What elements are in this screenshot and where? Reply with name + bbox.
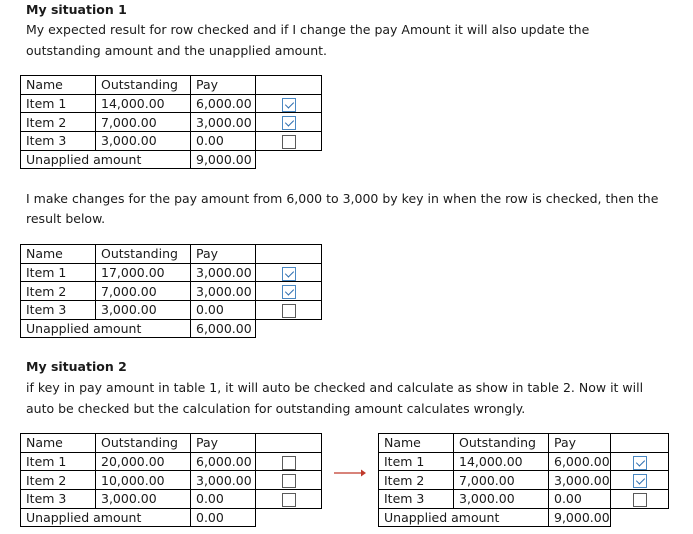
row-checkbox[interactable]: [282, 493, 296, 507]
cell-name: Item 3: [21, 490, 96, 509]
row-checkbox[interactable]: [282, 98, 296, 112]
unapplied-value: 0.00: [191, 508, 256, 527]
table-3: [20, 433, 322, 527]
table-header-row: [21, 245, 322, 264]
table-row: [21, 471, 322, 490]
header-check: [256, 245, 322, 264]
cell-check: [611, 471, 669, 490]
unapplied-label: Unapplied amount: [21, 150, 191, 169]
cell-name: Item 2: [21, 282, 96, 301]
table-2: [20, 244, 322, 338]
table-row: [21, 490, 322, 509]
table-1: [20, 75, 322, 169]
row-checkbox[interactable]: [282, 135, 296, 149]
middle-text-line-2: result below.: [26, 211, 106, 226]
header-pay: Pay: [191, 245, 256, 264]
cell-name: Item 3: [379, 490, 454, 509]
cell-pay[interactable]: 0.00: [191, 132, 256, 151]
situation-1-heading: My situation 1: [26, 2, 127, 17]
header-outstanding: Outstanding: [454, 434, 549, 453]
cell-outstanding: 14,000.00: [454, 452, 549, 471]
cell-check: [256, 263, 322, 282]
header-name: Name: [21, 245, 96, 264]
cell-pay[interactable]: 3,000.00: [191, 282, 256, 301]
situation-2-desc-line-2: auto be checked but the calculation for outstanding amount calculates wrongly.: [26, 401, 526, 416]
unapplied-label: Unapplied amount: [379, 508, 549, 527]
cell-name: Item 1: [21, 263, 96, 282]
empty-cell: [611, 508, 669, 527]
row-checkbox[interactable]: [633, 474, 647, 488]
cell-check: [256, 113, 322, 132]
header-name: Name: [21, 76, 96, 95]
cell-outstanding: 10,000.00: [96, 471, 191, 490]
middle-text-line-1: I make changes for the pay amount from 6,000 to 3,000 by key in when the row is checked, then the: [26, 191, 659, 206]
empty-cell: [256, 508, 322, 527]
cell-pay[interactable]: 3,000.00: [549, 471, 611, 490]
cell-outstanding: 7,000.00: [96, 113, 191, 132]
cell-name: Item 1: [379, 452, 454, 471]
empty-cell: [256, 150, 322, 169]
unapplied-row: [21, 508, 322, 527]
cell-pay[interactable]: 3,000.00: [191, 113, 256, 132]
cell-name: Item 3: [21, 132, 96, 151]
cell-name: Item 3: [21, 301, 96, 320]
header-pay: Pay: [191, 76, 256, 95]
header-check: [256, 76, 322, 95]
row-checkbox[interactable]: [633, 493, 647, 507]
cell-name: Item 2: [21, 113, 96, 132]
cell-check: [256, 490, 322, 509]
cell-outstanding: 3,000.00: [454, 490, 549, 509]
cell-check: [256, 452, 322, 471]
table-header-row: [21, 434, 322, 453]
table-row: [21, 113, 322, 132]
row-checkbox[interactable]: [633, 456, 647, 470]
header-name: Name: [21, 434, 96, 453]
situation-1-desc-line-1: My expected result for row checked and if I change the pay Amount it will also update the: [26, 22, 590, 37]
header-outstanding: Outstanding: [96, 245, 191, 264]
table-4: [378, 433, 669, 527]
unapplied-row: [379, 508, 669, 527]
row-checkbox[interactable]: [282, 267, 296, 281]
cell-outstanding: 3,000.00: [96, 301, 191, 320]
cell-check: [256, 94, 322, 113]
empty-cell: [256, 319, 322, 338]
table-row: [21, 94, 322, 113]
table-header-row: [379, 434, 669, 453]
cell-pay[interactable]: 0.00: [191, 490, 256, 509]
header-pay: Pay: [191, 434, 256, 453]
cell-outstanding: 3,000.00: [96, 132, 191, 151]
cell-outstanding: 17,000.00: [96, 263, 191, 282]
cell-check: [256, 132, 322, 151]
table-row: [21, 282, 322, 301]
row-checkbox[interactable]: [282, 304, 296, 318]
header-outstanding: Outstanding: [96, 76, 191, 95]
unapplied-row: [21, 150, 322, 169]
cell-check: [256, 301, 322, 320]
cell-outstanding: 3,000.00: [96, 490, 191, 509]
unapplied-value: 9,000.00: [549, 508, 611, 527]
cell-pay[interactable]: 3,000.00: [191, 471, 256, 490]
table-row: [21, 263, 322, 282]
cell-check: [256, 471, 322, 490]
cell-name: Item 2: [379, 471, 454, 490]
cell-check: [256, 282, 322, 301]
unapplied-label: Unapplied amount: [21, 508, 191, 527]
header-check: [611, 434, 669, 453]
table-row: [21, 132, 322, 151]
cell-pay[interactable]: 6,000.00: [549, 452, 611, 471]
situation-2-desc-line-1: if key in pay amount in table 1, it will auto be checked and calculate as show in table 2. Now it will: [26, 380, 644, 395]
cell-name: Item 1: [21, 94, 96, 113]
row-checkbox[interactable]: [282, 285, 296, 299]
cell-outstanding: 20,000.00: [96, 452, 191, 471]
header-name: Name: [379, 434, 454, 453]
table-header-row: [21, 76, 322, 95]
cell-pay[interactable]: 0.00: [191, 301, 256, 320]
cell-outstanding: 7,000.00: [454, 471, 549, 490]
cell-outstanding: 7,000.00: [96, 282, 191, 301]
right-arrow-icon: [334, 466, 366, 480]
row-checkbox[interactable]: [282, 474, 296, 488]
cell-pay[interactable]: 3,000.00: [191, 263, 256, 282]
table-row: [21, 452, 322, 471]
header-pay: Pay: [549, 434, 611, 453]
table-row: [379, 471, 669, 490]
cell-check: [611, 452, 669, 471]
cell-pay[interactable]: 6,000.00: [191, 94, 256, 113]
table-row: [21, 301, 322, 320]
table-row: [379, 452, 669, 471]
situation-2-heading: My situation 2: [26, 359, 127, 374]
unapplied-value: 6,000.00: [191, 319, 256, 338]
row-checkbox[interactable]: [282, 456, 296, 470]
header-outstanding: Outstanding: [96, 434, 191, 453]
header-check: [256, 434, 322, 453]
cell-name: Item 2: [21, 471, 96, 490]
unapplied-label: Unapplied amount: [21, 319, 191, 338]
cell-name: Item 1: [21, 452, 96, 471]
cell-check: [611, 490, 669, 509]
row-checkbox[interactable]: [282, 116, 296, 130]
unapplied-value: 9,000.00: [191, 150, 256, 169]
cell-pay[interactable]: 0.00: [549, 490, 611, 509]
table-row: [379, 490, 669, 509]
situation-1-desc-line-2: outstanding amount and the unapplied amount.: [26, 43, 328, 58]
unapplied-row: [21, 319, 322, 338]
cell-pay[interactable]: 6,000.00: [191, 452, 256, 471]
cell-outstanding: 14,000.00: [96, 94, 191, 113]
